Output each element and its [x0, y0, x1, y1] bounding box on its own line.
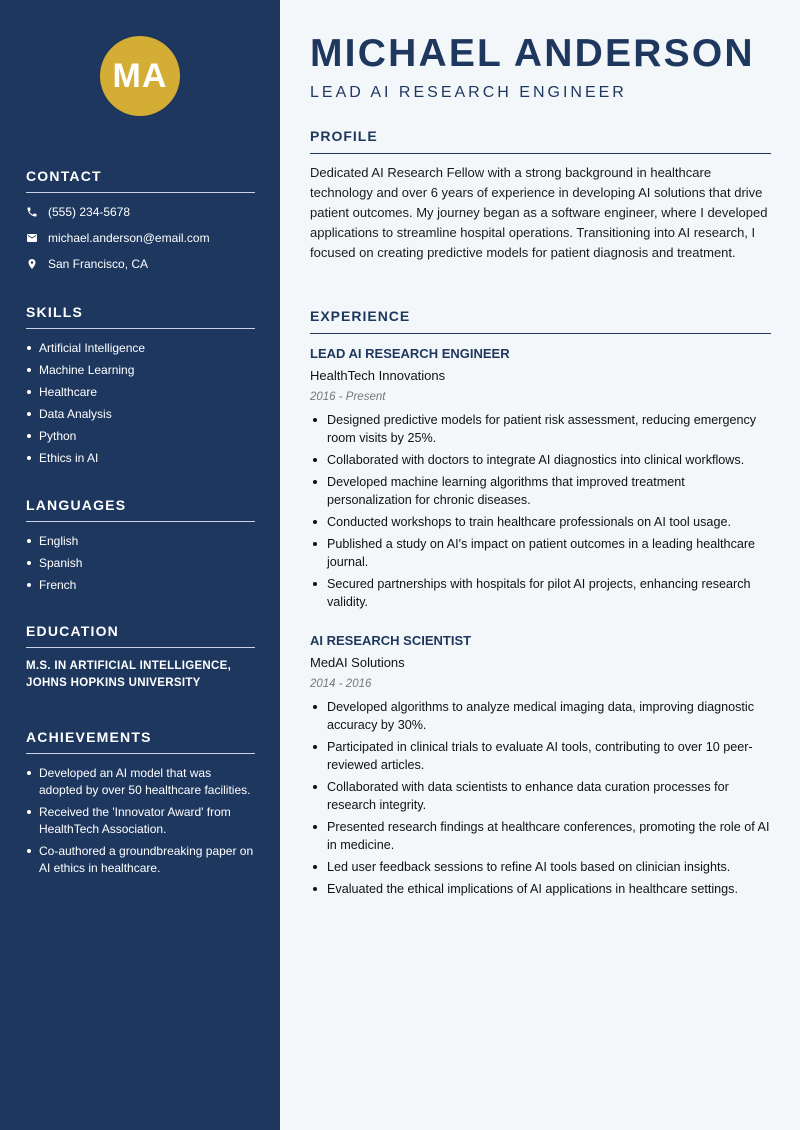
job-title: LEAD AI RESEARCH ENGINEER [310, 346, 510, 361]
job-company: MedAI Solutions [310, 655, 405, 670]
phone-text: (555) 234-5678 [48, 205, 131, 219]
job-bullet: Published a study on AI's impact on patient outcomes in a leading healthcare journal. [310, 535, 771, 571]
profile-heading: PROFILE [310, 128, 771, 154]
skill-item: Machine Learning [26, 362, 255, 378]
skills-heading: SKILLS [26, 304, 255, 329]
achievement-item: Received the 'Innovator Award' from HealthTech Association. [26, 804, 255, 838]
skill-item: Healthcare [26, 384, 255, 400]
skills-list [26, 340, 255, 466]
phone-icon [26, 206, 38, 218]
skill-item: Ethics in AI [26, 450, 255, 466]
job-bullet: Participated in clinical trials to evaluate AI tools, contributing to over 10 peer-reviewed articles. [310, 738, 771, 774]
mail-icon [26, 232, 38, 244]
job-bullet: Developed algorithms to analyze medical imaging data, improving diagnostic accuracy by 30%. [310, 698, 771, 734]
job-bullet: Led user feedback sessions to refine AI tools based on clinician insights. [310, 858, 771, 876]
job-bullet: Evaluated the ethical implications of AI applications in healthcare settings. [310, 880, 771, 898]
contact-email [26, 225, 255, 251]
job-bullets [310, 698, 771, 898]
skill-item: Python [26, 428, 255, 444]
job-bullet: Developed machine learning algorithms that improved treatment personalization for chronic diseases. [310, 473, 771, 509]
contact-phone [26, 199, 255, 225]
achievement-item: Co-authored a groundbreaking paper on AI ethics in healthcare. [26, 843, 255, 877]
skill-item: Data Analysis [26, 406, 255, 422]
candidate-title: LEAD AI RESEARCH ENGINEER [310, 84, 627, 101]
job-dates: 2016 - Present [310, 391, 386, 403]
job-entry [310, 345, 771, 615]
job-dates: 2014 - 2016 [310, 678, 372, 690]
education-line-2: JOHNS HOPKINS UNIVERSITY [26, 677, 201, 689]
contact-heading: CONTACT [26, 168, 255, 193]
job-title: AI RESEARCH SCIENTIST [310, 633, 472, 648]
job-bullet: Conducted workshops to train healthcare professionals on AI tool usage. [310, 513, 771, 531]
languages-heading: LANGUAGES [26, 497, 255, 522]
education-heading: EDUCATION [26, 623, 255, 648]
job-bullet: Designed predictive models for patient risk assessment, reducing emergency room visits by 25%. [310, 411, 771, 447]
skills-section [26, 304, 255, 472]
profile-text: Dedicated AI Research Fellow with a strong background in healthcare technology and over 6 years of experience in developing AI solutions that drive patient outcomes. My journey began as a software engineer, where I developed applications to streamline hospital operations. Transitioning into AI research, I focused on creating predictive models for patient diagnosis and treatment. [310, 165, 768, 260]
location-pin-icon [26, 258, 38, 270]
experience-heading: EXPERIENCE [310, 308, 771, 334]
achievements-section [26, 729, 255, 882]
job-bullet: Presented research findings at healthcare conferences, promoting the role of AI in medicine. [310, 818, 771, 854]
contact-location [26, 251, 255, 277]
job-bullets [310, 411, 771, 611]
achievements-list [26, 765, 255, 877]
job-bullet: Secured partnerships with hospitals for pilot AI projects, enhancing research validity. [310, 575, 771, 611]
language-item: French [26, 577, 255, 593]
achievement-item: Developed an AI model that was adopted by over 50 healthcare facilities. [26, 765, 255, 799]
education-degree [26, 658, 255, 692]
education-line-1: M.S. IN ARTIFICIAL INTELLIGENCE, [26, 660, 232, 672]
candidate-name: MICHAEL ANDERSON [310, 32, 755, 75]
job-company: HealthTech Innovations [310, 368, 446, 383]
sidebar [0, 0, 280, 1130]
education-section [26, 623, 255, 692]
job-bullet: Collaborated with doctors to integrate AI diagnostics into clinical workflows. [310, 451, 771, 469]
job-bullet: Collaborated with data scientists to enhance data curation processes for research integrity. [310, 778, 771, 814]
job-entry [310, 632, 771, 902]
language-item: English [26, 533, 255, 549]
contact-section [26, 168, 255, 277]
achievements-heading: ACHIEVEMENTS [26, 729, 255, 754]
skill-item: Artificial Intelligence [26, 340, 255, 356]
avatar: MA [100, 36, 180, 116]
email-text[interactable]: michael.anderson@email.com [48, 231, 210, 245]
language-item: Spanish [26, 555, 255, 571]
languages-list [26, 533, 255, 593]
languages-section [26, 497, 255, 599]
location-text: San Francisco, CA [48, 257, 149, 271]
